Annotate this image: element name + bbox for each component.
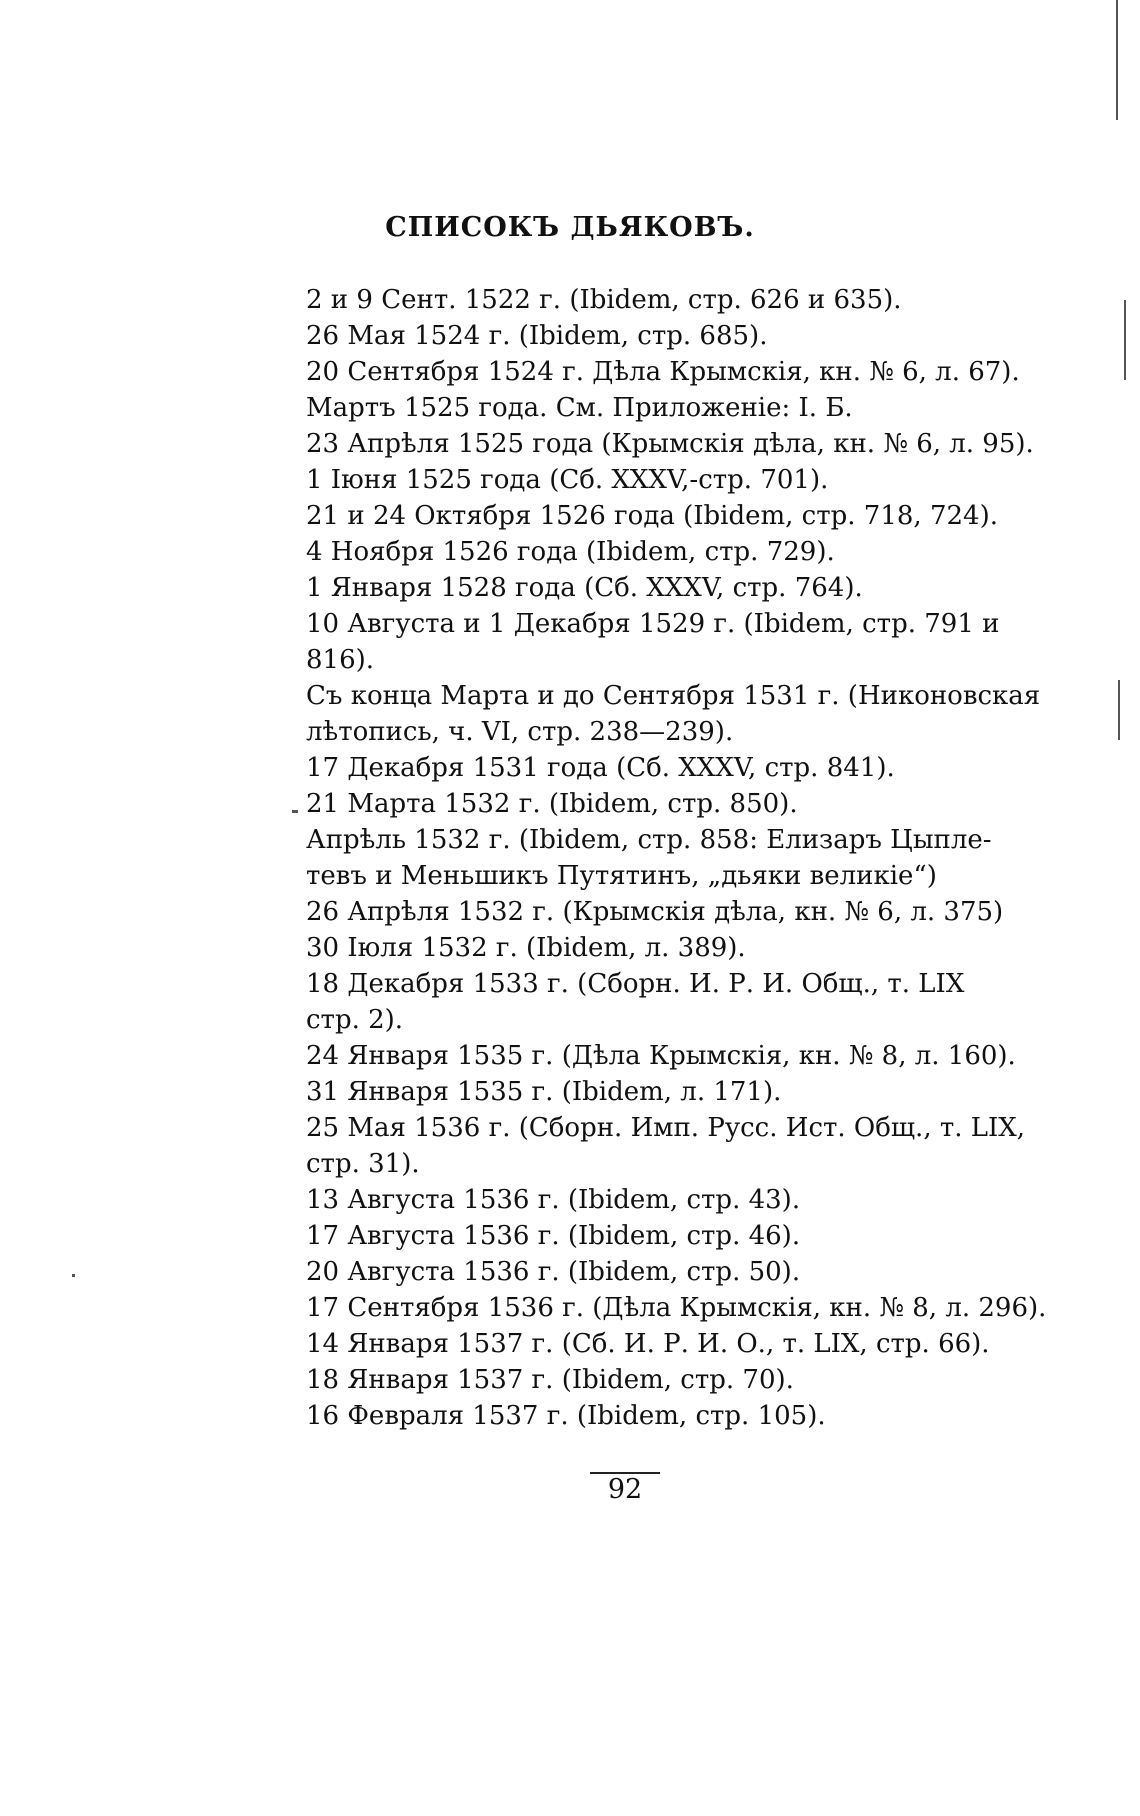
list-item bbox=[306, 966, 1028, 1038]
list-item bbox=[306, 534, 1028, 570]
entry-continuation: тевъ и Меньшикъ Путятинъ, „дьяки великіе“) bbox=[306, 861, 937, 891]
list-item bbox=[306, 1398, 1028, 1434]
entry-line: 1 Января 1528 года (Сб. XXXV, стр. 764). bbox=[306, 573, 863, 603]
list-item bbox=[306, 1326, 1028, 1362]
entry-line: 17 Сентября 1536 г. (Дѣла Крымскія, кн. № 8, л. 296). bbox=[306, 1293, 1047, 1323]
entry-line: Мартъ 1525 года. См. Приложеніе: I. Б. bbox=[306, 393, 853, 423]
list-item bbox=[306, 1290, 1047, 1326]
list-item bbox=[306, 498, 1028, 534]
margin-mark bbox=[1116, 0, 1118, 120]
list-item bbox=[306, 750, 1028, 786]
list-item bbox=[306, 822, 1028, 894]
list-item bbox=[306, 570, 1028, 606]
entry-line: 21 Марта 1532 г. (Ibidem, стр. 850). bbox=[306, 789, 798, 819]
entry-line: 10 Августа и 1 Декабря 1529 г. (Ibidem, стр. 791 и bbox=[306, 609, 1000, 639]
entry-line: 17 Августа 1536 г. (Ibidem, стр. 46). bbox=[306, 1221, 801, 1251]
list-item bbox=[306, 1362, 1028, 1398]
list-item bbox=[306, 390, 1028, 426]
list-item bbox=[306, 1254, 1028, 1290]
entry-continuation: стр. 2). bbox=[306, 1005, 404, 1035]
entry-continuation: лѣтопись, ч. VI, стр. 238—239). bbox=[306, 717, 734, 747]
entry-line: 31 Января 1535 г. (Ibidem, л. 171). bbox=[306, 1077, 782, 1107]
entry-line: 23 Апрѣля 1525 года (Крымскія дѣла, кн. № 6, л. 95). bbox=[306, 429, 1034, 459]
entry-line: 26 Мая 1524 г. (Ibidem, стр. 685). bbox=[306, 321, 768, 351]
list-item bbox=[306, 606, 1028, 678]
list-item bbox=[306, 354, 1028, 390]
list-item bbox=[306, 1218, 1028, 1254]
list-item bbox=[306, 894, 1028, 930]
margin-mark bbox=[1124, 300, 1126, 380]
entry-line: 1 Іюня 1525 года (Сб. XXXV,-стр. 701). bbox=[306, 465, 829, 495]
list-item bbox=[306, 1110, 1028, 1182]
entry-line: 18 Января 1537 г. (Ibidem, стр. 70). bbox=[306, 1365, 794, 1395]
entry-line: 24 Января 1535 г. (Дѣла Крымскія, кн. № 8, л. 160). bbox=[306, 1041, 1016, 1071]
entry-line: 21 и 24 Октября 1526 года (Ibidem, стр. 718, 724). bbox=[306, 501, 998, 531]
entry-line: Апрѣль 1532 г. (Ibidem, стр. 858: Елизаръ Цыпле- bbox=[306, 825, 992, 855]
entry-continuation: стр. 31). bbox=[306, 1149, 420, 1179]
list-item bbox=[306, 282, 1028, 318]
entry-line: 16 Февраля 1537 г. (Ibidem, стр. 105). bbox=[306, 1401, 826, 1431]
list-item bbox=[306, 462, 1028, 498]
list-item bbox=[306, 786, 1028, 822]
entry-line: 17 Декабря 1531 года (Сб. XXXV, стр. 841). bbox=[306, 753, 895, 783]
entry-line: 20 Сентября 1524 г. Дѣла Крымскія, кн. № 6, л. 67). bbox=[306, 357, 1020, 387]
entry-line: Съ конца Марта и до Сентября 1531 г. (Никоновская bbox=[306, 681, 1041, 711]
margin-mark bbox=[72, 1274, 75, 1277]
entry-line: 13 Августа 1536 г. (Ibidem, стр. 43). bbox=[306, 1185, 801, 1215]
list-item bbox=[306, 678, 1041, 750]
entry-line: 26 Апрѣля 1532 г. (Крымскія дѣла, кн. № 6, л. 375) bbox=[306, 897, 1004, 927]
entry-list bbox=[306, 282, 1047, 1434]
entry-line: 2 и 9 Сент. 1522 г. (Ibidem, стр. 626 и 635). bbox=[306, 285, 902, 315]
page-title: СПИСОКЪ ДЬЯКОВЪ. bbox=[385, 212, 755, 243]
margin-mark bbox=[292, 810, 298, 813]
list-item bbox=[306, 1074, 1028, 1110]
entry-line: 14 Января 1537 г. (Сб. И. Р. И. О., т. LIX, стр. 66). bbox=[306, 1329, 990, 1359]
entry-line: 18 Декабря 1533 г. (Сборн. И. Р. И. Общ., т. LIX bbox=[306, 969, 965, 999]
entry-line: 30 Іюля 1532 г. (Ibidem, л. 389). bbox=[306, 933, 746, 963]
list-item bbox=[306, 426, 1034, 462]
entry-line: 4 Ноября 1526 года (Ibidem, стр. 729). bbox=[306, 537, 835, 567]
list-item bbox=[306, 1038, 1028, 1074]
list-item bbox=[306, 930, 1028, 966]
entry-line: 25 Мая 1536 г. (Сборн. Имп. Русс. Ист. Общ., т. LIX, bbox=[306, 1113, 1026, 1143]
entry-continuation: 816). bbox=[306, 645, 375, 675]
list-item bbox=[306, 1182, 1028, 1218]
entry-line: 20 Августа 1536 г. (Ibidem, стр. 50). bbox=[306, 1257, 801, 1287]
page-number: 92 bbox=[607, 1474, 643, 1505]
list-item bbox=[306, 318, 1028, 354]
margin-mark bbox=[1118, 680, 1120, 740]
